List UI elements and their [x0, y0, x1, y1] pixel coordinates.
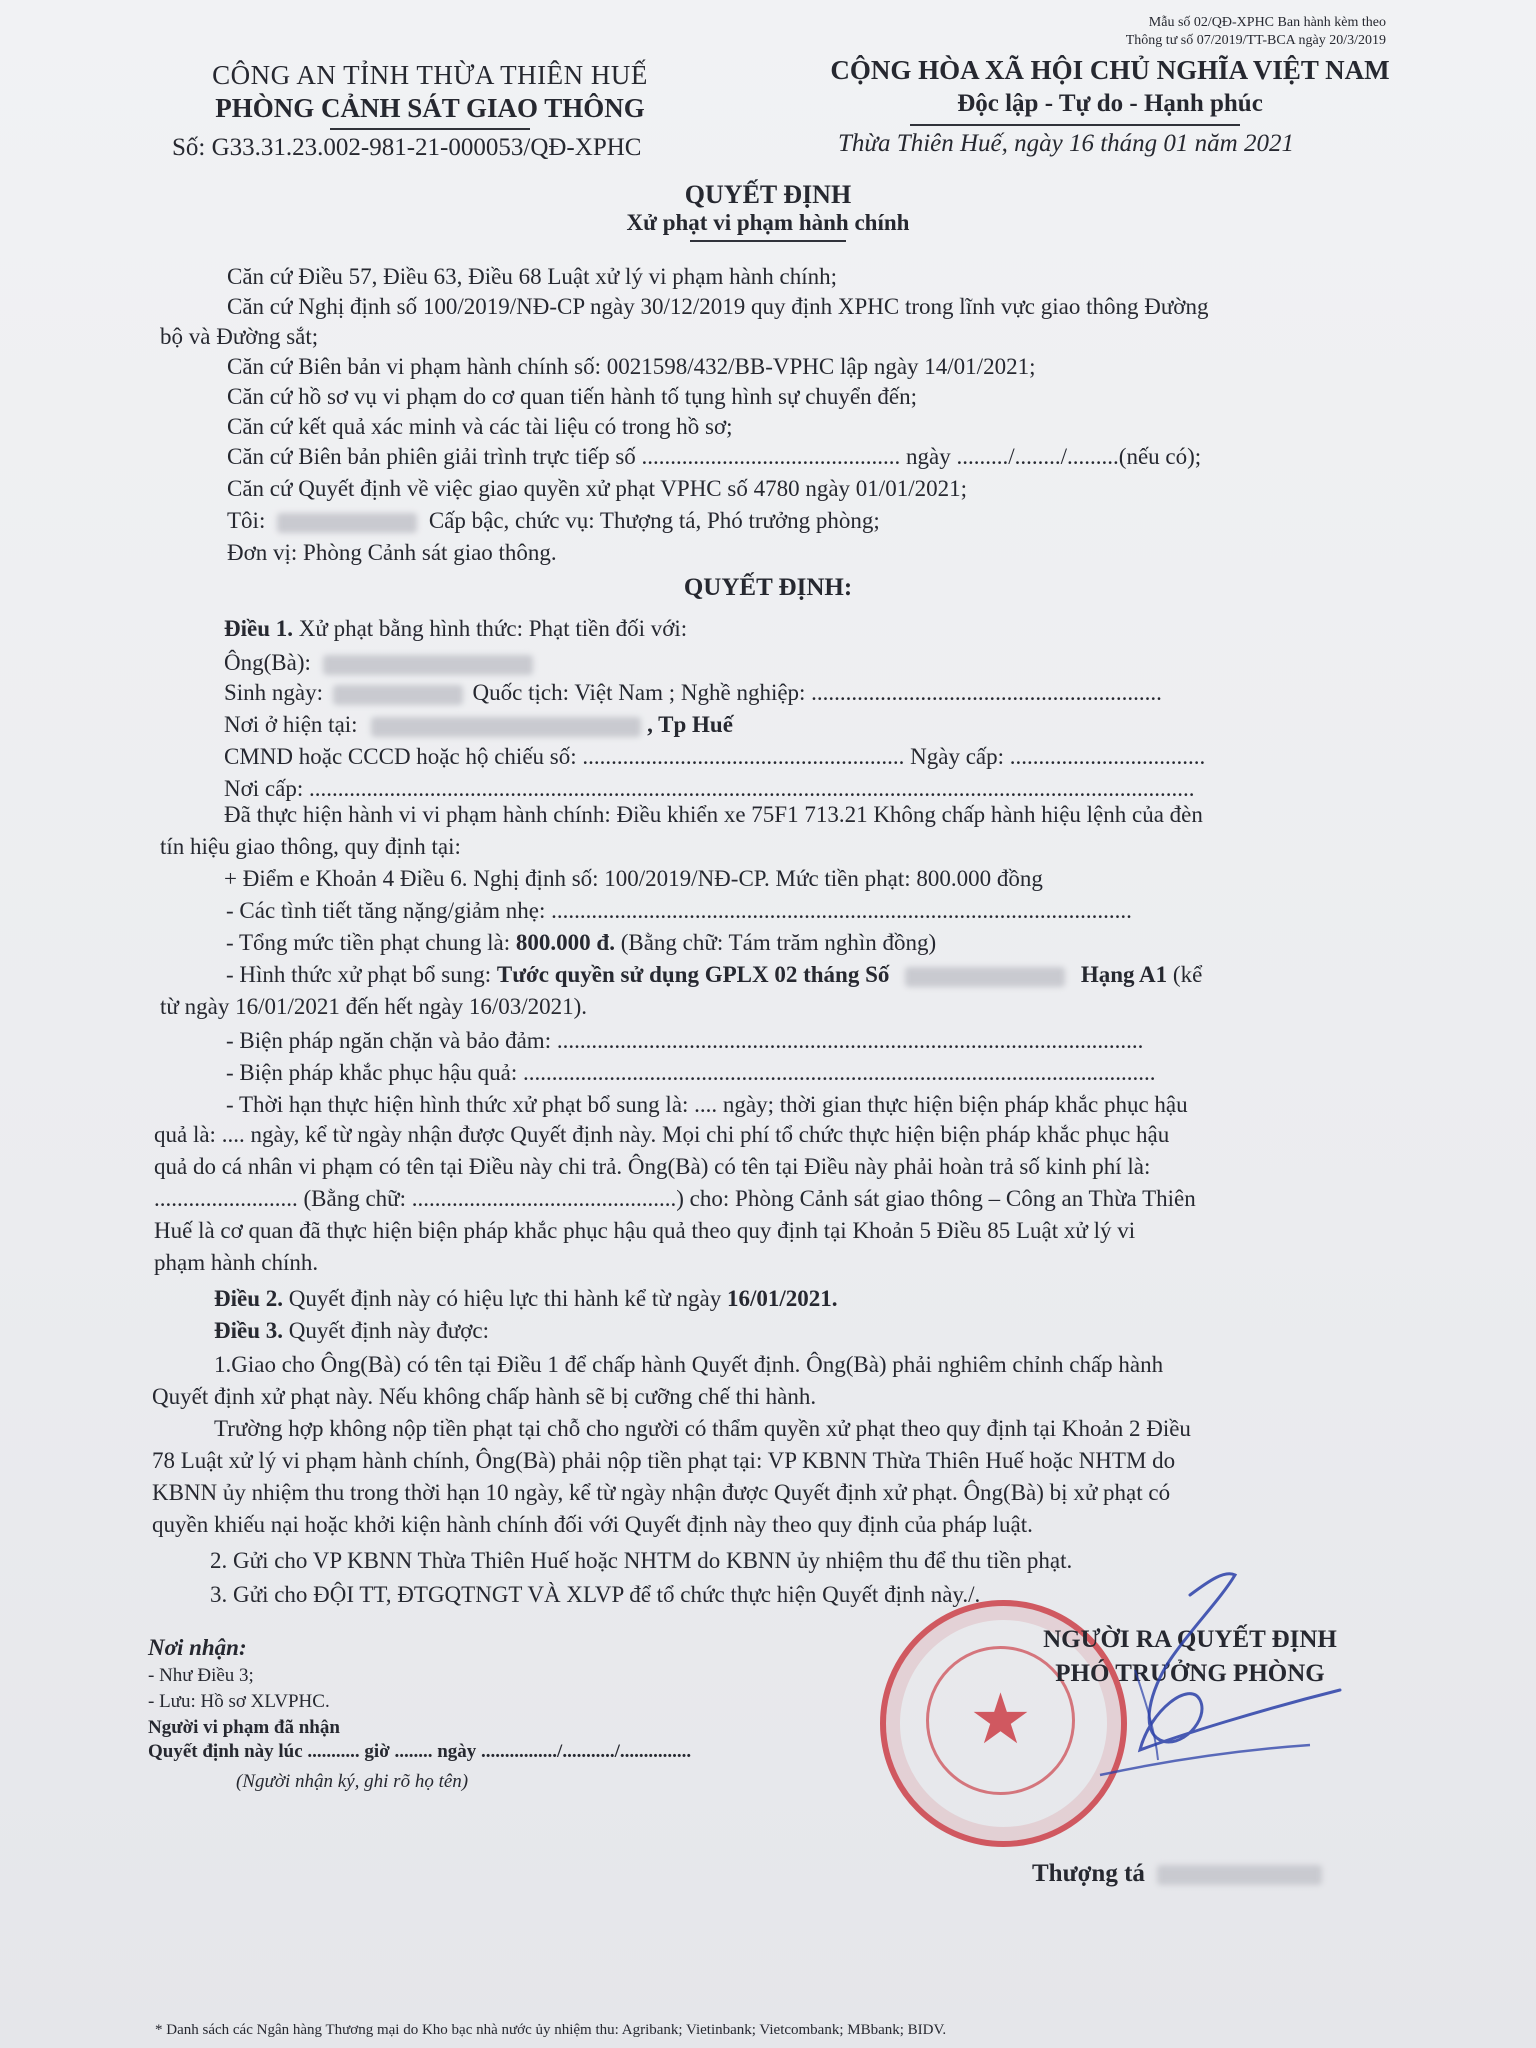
paragraph-line: quả do cá nhân vi phạm có tên tại Điều này chi trả. Ông(Bà) có tên tại Điều này phải hoàn trả số kinh phí là:: [154, 1154, 1151, 1179]
dob-rest: Quốc tịch: Việt Nam ; Nghề nghiệp: .............................................................: [472, 680, 1162, 705]
received-signature-note: (Người nhận ký, ghi rõ họ tên): [236, 1771, 469, 1792]
article2-text: Quyết định này có hiệu lực thi hành kể từ ngày: [288, 1286, 722, 1311]
received-note: Người vi phạm đã nhận: [148, 1717, 340, 1738]
official-unit: Đơn vị: Phòng Cảnh sát giao thông.: [227, 540, 557, 565]
article3-line: 2. Gửi cho VP KBNN Thừa Thiên Huế hoặc NHTM do KBNN ủy nhiệm thu để thu tiền phạt.: [210, 1548, 1073, 1573]
violation-line: Đã thực hiện hành vi vi phạm hành chính: Điều khiển xe 75F1 713.21 Không chấp hành hiệu lệnh của đèn: [224, 802, 1203, 827]
basis-line: Căn cứ Biên bản vi phạm hành chính số: 0021598/432/BB-VPHC lập ngày 14/01/2021;: [227, 354, 1036, 379]
recipient-item: - Như Điều 3;: [148, 1665, 254, 1686]
document-subtitle: Xử phạt vi phạm hành chính: [626, 210, 910, 235]
total-fine-line: [226, 928, 936, 958]
article1-text: Xử phạt bằng hình thức: Phạt tiền đối với:: [298, 616, 688, 641]
redacted-dob: [333, 685, 463, 705]
article2-date: 16/01/2021.: [726, 1286, 838, 1311]
redacted-address: [371, 717, 641, 737]
basis-line: Căn cứ Biên bản phiên giải trình trực tiếp số ............................................. ngày ........./......../.........(nếu có);: [227, 444, 1202, 469]
basis-line: Căn cứ Nghị định số 100/2019/NĐ-CP ngày 30/12/2019 quy định XPHC trong lĩnh vực giao thông Đường: [227, 294, 1209, 319]
paragraph-line: - Thời hạn thực hiện hình thức xử phạt bổ sung là: .... ngày; thời gian thực hiện biện pháp khắc phục hậu: [226, 1092, 1188, 1117]
header-left-rule: [330, 128, 530, 130]
recipient-item: - Lưu: Hồ sơ XLVPHC.: [148, 1691, 330, 1712]
recipients-heading: Nơi nhận:: [148, 1635, 247, 1660]
department-name: PHÒNG CẢNH SÁT GIAO THÔNG: [215, 93, 645, 123]
signer-rank: Thượng tá: [1032, 1860, 1145, 1887]
extra-penalty-line: [226, 960, 1202, 990]
article1-heading: [224, 614, 687, 644]
article3-line: 3. Gửi cho ĐỘI TT, ĐTGQTNGT VÀ XLVP để tổ chức thực hiện Quyết định này./.: [210, 1582, 981, 1607]
violation-line: tín hiệu giao thông, quy định tại:: [160, 834, 461, 859]
footnote: * Danh sách các Ngân hàng Thương mại do Kho bạc nhà nước ủy nhiệm thu: Agribank; Vietinbank; Vietcombank; MBbank; BIDV.: [155, 2022, 947, 2038]
decision-heading: QUYẾT ĐỊNH:: [683, 574, 853, 601]
person-label: Ông(Bà):: [224, 650, 311, 675]
address-label: Nơi ở hiện tại:: [224, 712, 358, 737]
paragraph-line: ......................... (Bằng chữ: ..............................................) cho: Phòng Cảnh sát giao thông – Công an Thừa Thiên: [154, 1186, 1196, 1211]
circumstances-line: - Các tình tiết tăng nặng/giảm nhẹ: .....................................................................................................: [226, 898, 1132, 923]
official-prefix: Tôi:: [227, 508, 266, 533]
dob-label: Sinh ngày:: [224, 680, 324, 705]
article3-text: Quyết định này được:: [288, 1318, 490, 1343]
basis-line: bộ và Đường sắt;: [160, 324, 319, 349]
document-number: Số: G33.31.23.002-981-21-000053/QĐ-XPHC: [172, 134, 642, 161]
prevention-line: - Biện pháp ngăn chặn và bảo đảm: ......................................................................................................: [226, 1028, 1144, 1053]
article3-line: Quyết định xử phạt này. Nếu không chấp hành sẽ bị cưỡng chế thi hành.: [152, 1384, 817, 1409]
article1-label: Điều 1.: [224, 616, 293, 641]
document-title: QUYẾT ĐỊNH: [684, 180, 852, 209]
clause-line: + Điểm e Khoản 4 Điều 6. Nghị định số: 100/2019/NĐ-CP. Mức tiền phạt: 800.000 đồng: [224, 866, 1043, 891]
place-date: Thừa Thiên Huế, ngày 16 tháng 01 năm 2021: [838, 130, 1294, 157]
basis-line: Căn cứ Điều 57, Điều 63, Điều 68 Luật xử lý vi phạm hành chính;: [227, 264, 838, 289]
basis-line: Căn cứ kết quả xác minh và các tài liệu có trong hồ sơ;: [227, 414, 733, 439]
extra-prefix: - Hình thức xử phạt bổ sung:: [226, 962, 492, 987]
redacted-person-name: [323, 655, 533, 675]
id-line: CMND hoặc CCCD hoặc hộ chiếu số: ........................................................ Ngày cấp: ..................................: [224, 744, 1206, 769]
received-time-line: Quyết định này lúc ........... giờ ........ ngày ................/.........../...............: [148, 1741, 692, 1762]
issue-place-line: Nơi cấp: ..........................................................................................................................................................: [224, 776, 1195, 801]
dob-line: [224, 678, 1162, 708]
official-line: [227, 506, 880, 536]
nation-name: CỘNG HÒA XÃ HỘI CHỦ NGHĨA VIỆT NAM: [830, 55, 1390, 85]
handwritten-signature: [1040, 1560, 1360, 1800]
agency-name: CÔNG AN TỈNH THỪA THIÊN HUẾ: [212, 60, 648, 90]
nation-motto: Độc lập - Tự do - Hạnh phúc: [957, 90, 1263, 117]
article3-line: quyền khiếu nại hoặc khởi kiện hành chính đối với Quyết định này theo quy định của pháp luật.: [152, 1512, 1033, 1537]
paragraph-line: phạm hành chính.: [154, 1250, 319, 1275]
form-note-line1: Mẫu số 02/QĐ-XPHC Ban hành kèm theo: [1148, 15, 1386, 30]
license-class: Hạng A1: [1080, 962, 1168, 987]
extra-period-line: từ ngày 16/01/2021 đến hết ngày 16/03/2021).: [160, 994, 588, 1019]
extra-penalty: Tước quyền sử dụng GPLX 02 tháng Số: [496, 962, 890, 987]
paragraph-line: Huế là cơ quan đã thực hiện biện pháp khắc phục hậu quả theo quy định tại Khoản 5 Điều 85 Luật xử lý vi: [154, 1218, 1136, 1243]
agency-header: [150, 60, 710, 124]
form-note-line2: Thông tư số 07/2019/TT-BCA ngày 20/3/2019: [1125, 33, 1386, 48]
subtitle-rule: [690, 240, 846, 242]
nation-header: [790, 55, 1430, 118]
signer-position: PHÓ TRƯỞNG PHÒNG: [1055, 1660, 1325, 1687]
article3-line: 1.Giao cho Ông(Bà) có tên tại Điều 1 để chấp hành Quyết định. Ông(Bà) phải nghiêm chỉnh chấp hành: [214, 1352, 1164, 1377]
person-line: [224, 648, 533, 678]
seal-star-icon: ★: [969, 1682, 1032, 1759]
basis-line: Căn cứ hồ sơ vụ vi phạm do cơ quan tiến hành tố tụng hình sự chuyển đến;: [227, 384, 917, 409]
article3-line: KBNN ủy nhiệm thu trong thời hạn 10 ngày, kể từ ngày nhận được Quyết định xử phạt. Ông(Bà) bị xử phạt có: [152, 1480, 1171, 1505]
paragraph-line: quả là: .... ngày, kể từ ngày nhận được Quyết định này. Mọi chi phí tổ chức thực hiện biện pháp khắc phục hậu: [154, 1122, 1170, 1147]
header-right-rule: [910, 124, 1240, 126]
remedy-line: - Biện pháp khắc phục hậu quả: ..............................................................................................................: [226, 1060, 1156, 1085]
signer-name-line: [1032, 1860, 1322, 1888]
basis-line: Căn cứ Quyết định về việc giao quyền xử phạt VPHC số 4780 ngày 01/01/2021;: [227, 476, 967, 501]
article3: [214, 1316, 489, 1346]
redacted-license-number: [905, 967, 1065, 987]
address-city: , Tp Huế: [647, 712, 733, 737]
extra-tail: (kể: [1172, 962, 1203, 987]
address-line: [224, 710, 733, 740]
article2-label: Điều 2.: [214, 1286, 283, 1311]
form-note: [1126, 14, 1386, 50]
article3-line: Trường hợp không nộp tiền phạt tại chỗ cho người có thẩm quyền xử phạt theo quy định tại Khoản 2 Điều: [214, 1416, 1191, 1441]
total-words: (Bằng chữ: Tám trăm nghìn đồng): [620, 930, 937, 955]
total-amount: 800.000 đ.: [515, 930, 615, 955]
article3-label: Điều 3.: [214, 1318, 283, 1343]
total-prefix: - Tổng mức tiền phạt chung là:: [226, 930, 511, 955]
official-rank-position: Cấp bậc, chức vụ: Thượng tá, Phó trưởng phòng;: [428, 508, 880, 533]
redacted-signer-name: [1157, 1865, 1322, 1885]
signer-title: NGƯỜI RA QUYẾT ĐỊNH: [1043, 1626, 1337, 1653]
redacted-name: [277, 513, 417, 533]
article2: [214, 1284, 837, 1314]
article3-line: 78 Luật xử lý vi phạm hành chính, Ông(Bà) phải nộp tiền phạt tại: VP KBNN Thừa Thiên Huế hoặc NHTM do: [152, 1448, 1176, 1473]
